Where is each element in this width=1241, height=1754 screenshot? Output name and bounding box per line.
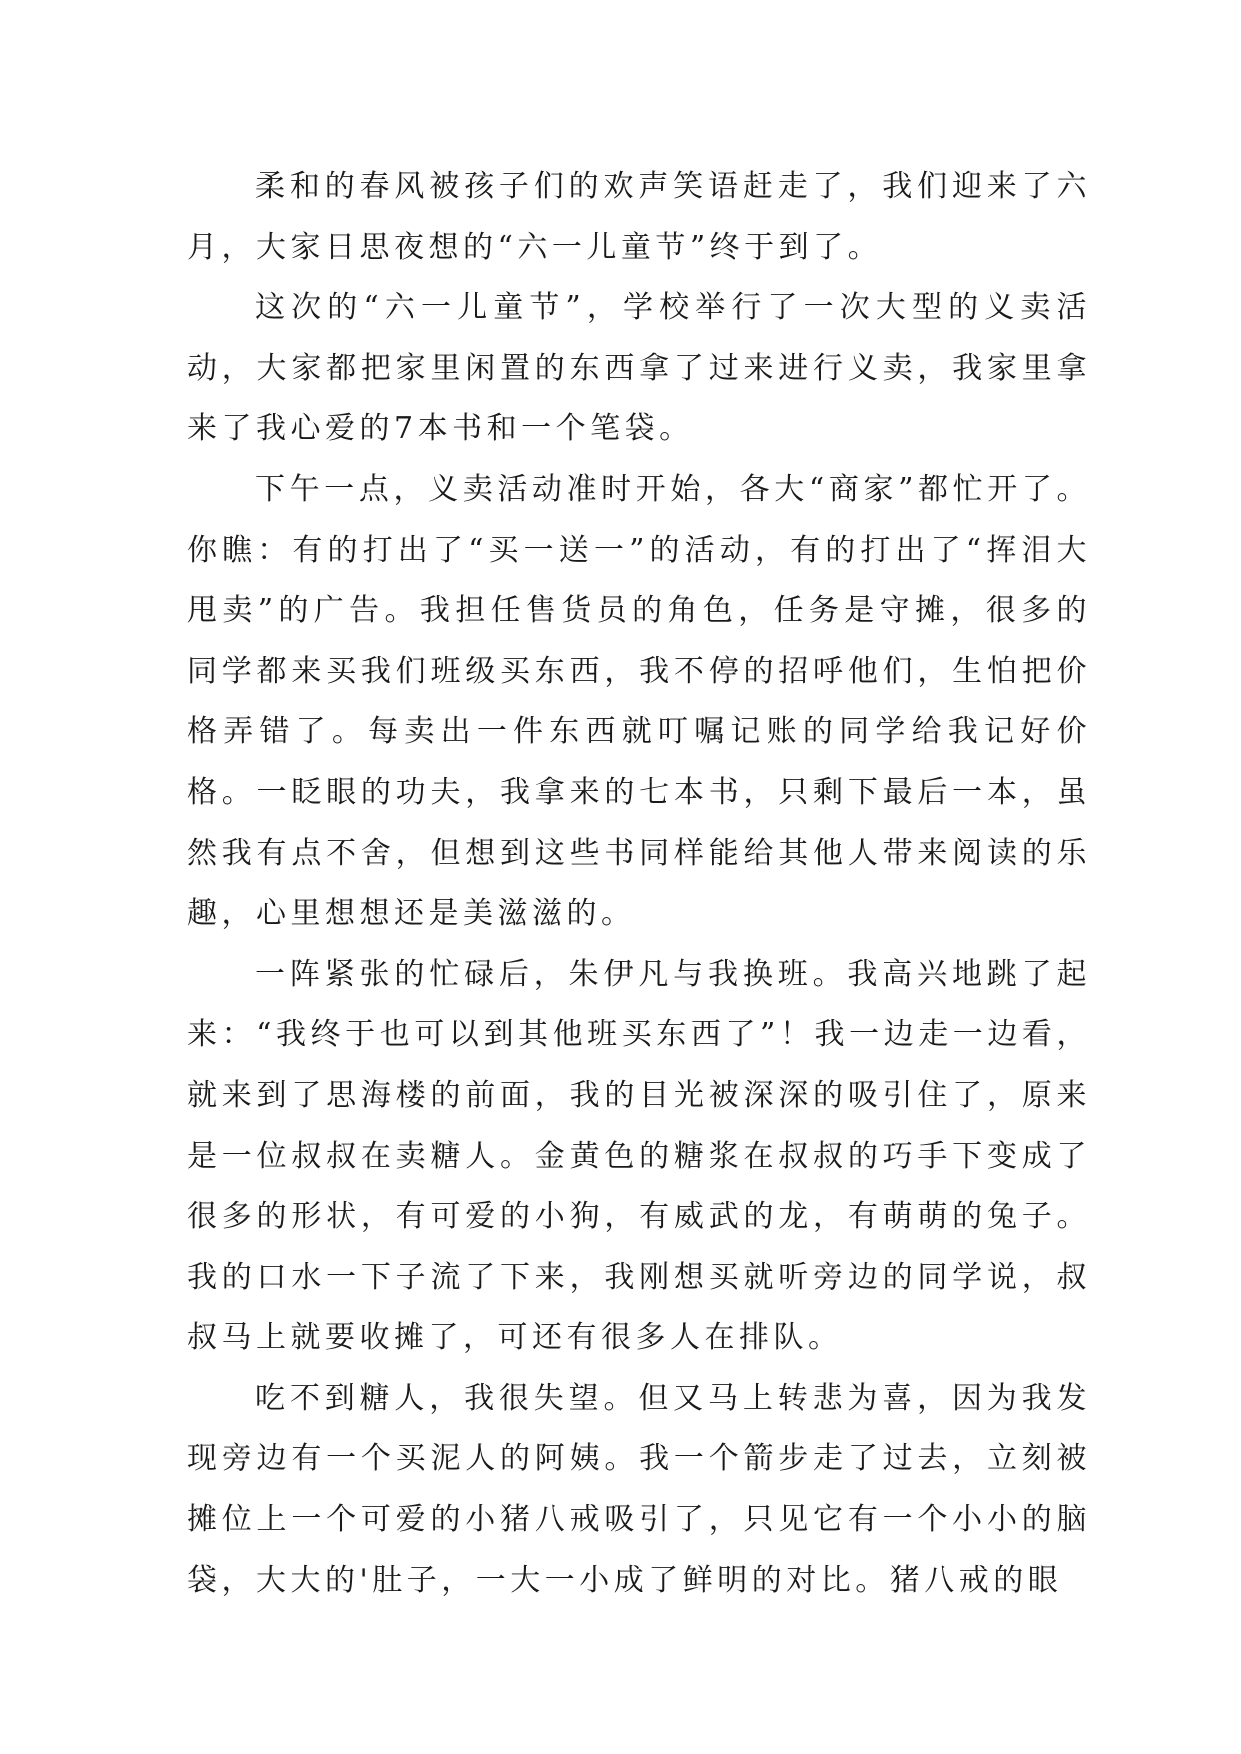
paragraph-1: 柔和的春风被孩子们的欢声笑语赶走了，我们迎来了六月，大家日思夜想的“六一儿童节”终于到了。 [187,169,1091,265]
paragraph-3: 下午一点，义卖活动准时开始，各大“商家”都忙开了。你瞧：有的打出了“买一送一”的活动，有的打出了“挥泪大甩卖”的广告。我担任售货员的角色，任务是守摊，很多的同学都来买我们班级买东西，我不停的招呼他们，生怕把价格弄错了。每卖出一件东西就叮嘱记账的同学给我记好价格。一眨眼的功夫，我拿来的七本书，只剩下最后一本，虽然我有点不舍，但想到这些书同样能给其他人带来阅读的乐趣，心里想想还是美滋滋的。 [187,471,1091,932]
essay-body [187,157,1091,1611]
paragraph-4: 一阵紧张的忙碌后，朱伊凡与我换班。我高兴地跳了起来：“我终于也可以到其他班买东西了”！我一边走一边看，就来到了思海楼的前面，我的目光被深深的吸引住了，原来是一位叔叔在卖糖人。金黄色的糖浆在叔叔的巧手下变成了很多的形状，有可爱的小狗，有威武的龙，有萌萌的兔子。我的口水一下子流了下来，我刚想买就听旁边的同学说，叔叔马上就要收摊了，可还有很多人在排队。 [187,956,1091,1356]
paragraph-2: 这次的“六一儿童节”，学校举行了一次大型的义卖活动，大家都把家里闲置的东西拿了过来进行义卖，我家里拿来了我心爱的7本书和一个笔袋。 [187,290,1091,447]
paragraph-5: 吃不到糖人，我很失望。但又马上转悲为喜，因为我发现旁边有一个买泥人的阿姨。我一个箭步走了过去，立刻被摊位上一个可爱的小猪八戒吸引了，只见它有一个小小的脑袋，大大的'肚子，一大一小成了鲜明的对比。猪八戒的眼 [187,1380,1091,1598]
